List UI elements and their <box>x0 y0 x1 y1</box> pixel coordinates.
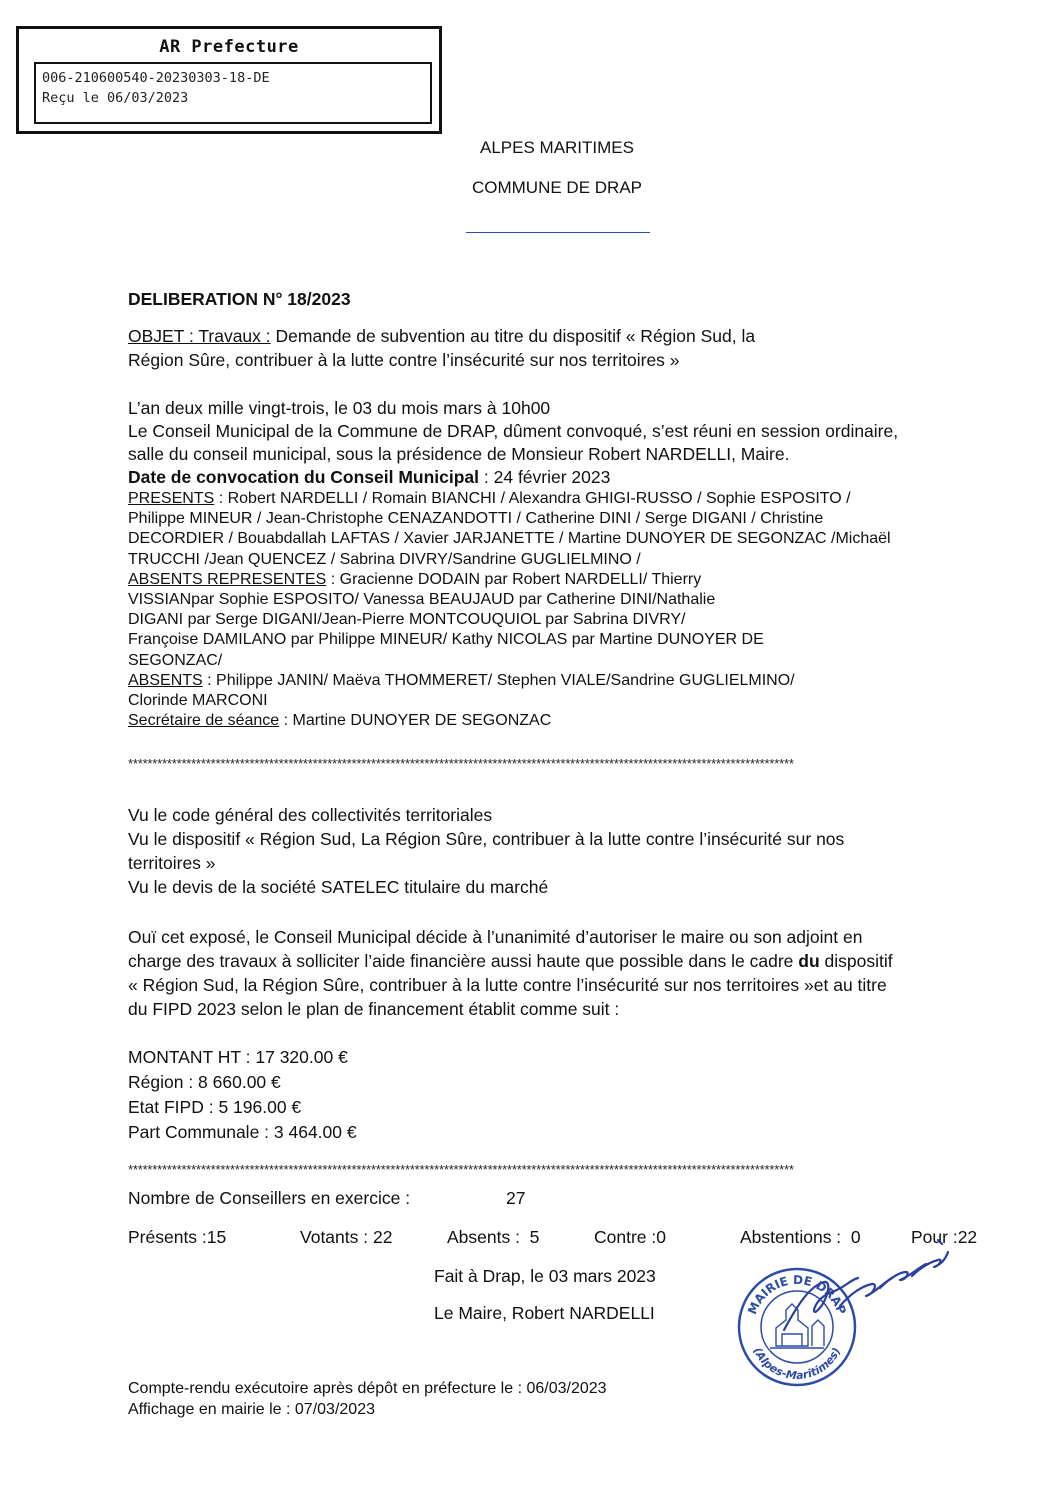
convocation-value: : 24 février 2023 <box>479 467 611 487</box>
absents-line-1: ABSENTS : Philippe JANIN/ Maëva THOMMERET/ Stephen VIALE/Sandrine GUGLIELMINO/ <box>128 671 795 689</box>
financing-region: Région : 8 660.00 € <box>128 1072 281 1092</box>
presents-label: PRESENTS <box>128 490 215 507</box>
objet-line-2: Région Sûre, contribuer à la lutte contre l’insécurité sur nos territoires » <box>128 350 680 370</box>
presents-line-1: PRESENTS : Robert NARDELLI / Romain BIANCHI / Alexandra GHIGI-RUSSO / Sophie ESPOSITO / <box>128 490 851 507</box>
decision-line-2: charge des travaux à solliciter l’aide financière aussi haute que possible dans le cadre du dispositif <box>128 951 893 971</box>
presents-line-4: TRUCCHI /Jean QUENCEZ / Sabrina DIVRY/Sandrine GUGLIELMINO / <box>128 550 641 568</box>
secretary-label: Secrétaire de séance <box>128 712 280 730</box>
presents-line-2: Philippe MINEUR / Jean-Christophe CENAZANDOTTI / Catherine DINI / Serge DIGANI / Christine <box>128 510 824 528</box>
footer-executoire: Compte-rendu exécutoire après dépôt en préfecture le : 06/03/2023 <box>128 1380 607 1397</box>
separator-stars-2: ***************************************************************************************************************************************** <box>128 1162 794 1177</box>
stamp-received-date: Reçu le 06/03/2023 <box>42 90 189 106</box>
conseillers-value: 27 <box>506 1188 526 1208</box>
objet-text-1: Demande de subvention au titre du dispositif « Région Sud, la <box>270 326 756 346</box>
signed-place-date: Fait à Drap, le 03 mars 2023 <box>434 1266 656 1286</box>
financing-etat-fipd: Etat FIPD : 5 196.00 € <box>128 1097 302 1117</box>
seal-bottom-text: (Alpes-Maritimes) <box>750 1345 844 1383</box>
stamp-reference-box <box>34 62 432 124</box>
prefecture-receipt-stamp <box>16 26 442 134</box>
presents-line-3: DECORDIER / Bouabdallah LAFTAS / Xavier JARJANETTE / Martine DUNOYER DE SEGONZAC /Michaël <box>128 530 891 548</box>
vu-line-4: Vu le devis de la société SATELEC titulaire du marché <box>128 877 549 897</box>
financing-part-communale: Part Communale : 3 464.00 € <box>128 1122 357 1142</box>
header-divider <box>466 232 650 233</box>
vu-line-3: territoires » <box>128 853 216 873</box>
vu-line-1: Vu le code général des collectivités territoriales <box>128 805 493 825</box>
objet-label: OBJET : Travaux : <box>128 326 271 346</box>
conseillers-label: Nombre de Conseillers en exercice : <box>128 1188 411 1208</box>
objet-line-1 <box>128 324 928 348</box>
session-line-2: Le Conseil Municipal de la Commune de DRAP, dûment convoqué, s’est réuni en session ordinaire, <box>128 421 899 441</box>
absents-label: ABSENTS <box>128 671 203 689</box>
decision-line-3: « Région Sud, la Région Sûre, contribuer à la lutte contre l’insécurité sur nos territoires »et au titre <box>128 975 887 995</box>
decision-line-1: Ouï cet exposé, le Conseil Municipal décide à l’unanimité d’autoriser le maire ou son adjoint en <box>128 927 863 947</box>
convocation-label: Date de convocation du Conseil Municipal <box>128 467 480 487</box>
represented-line-4: Françoise DAMILANO par Philippe MINEUR/ Kathy NICOLAS par Martine DUNOYER DE <box>128 631 764 649</box>
vote-pour: Pour :22 <box>911 1227 978 1247</box>
convocation-date <box>128 465 610 489</box>
secretary-line: Secrétaire de séance : Martine DUNOYER DE SEGONZAC <box>128 712 552 730</box>
represented-line-1: ABSENTS REPRESENTES : Gracienne DODAIN par Robert NARDELLI/ Thierry <box>128 570 702 588</box>
seal-top-text: MAIRIE DE DRAP <box>745 1272 849 1317</box>
attendance-block <box>128 489 891 731</box>
stamp-title: AR Prefecture <box>159 37 299 57</box>
session-line-3: salle du conseil municipal, sous la présidence de Monsieur Robert NARDELLI, Maire. <box>128 444 790 464</box>
vote-votants: Votants : 22 <box>300 1227 393 1247</box>
vote-absents: Absents : 5 <box>447 1227 540 1247</box>
vu-line-2: Vu le dispositif « Région Sud, La Région Sûre, contribuer à la lutte contre l’insécurité sur nos <box>128 829 845 849</box>
mayor-signatory: Le Maire, Robert NARDELLI <box>434 1303 655 1323</box>
decision-line-4: du FIPD 2023 selon le plan de financement établit comme suit : <box>128 999 620 1019</box>
represented-line-5: SEGONZAC/ <box>128 651 223 669</box>
represented-label: ABSENTS REPRESENTES <box>128 570 327 588</box>
commune-heading: COMMUNE DE DRAP <box>471 178 642 197</box>
absents-line-2: Clorinde MARCONI <box>128 692 268 710</box>
vote-contre: Contre :0 <box>594 1227 666 1247</box>
vote-abstentions: Abstentions : 0 <box>740 1227 861 1247</box>
represented-line-2: VISSIANpar Sophie ESPOSITO/ Vanessa BEAUJAUD par Catherine DINI/Nathalie <box>128 591 716 609</box>
vote-presents: Présents :15 <box>128 1227 227 1247</box>
svg-text:(Alpes-Maritimes) <box>751 1346 844 1383</box>
represented-line-3: DIGANI par Serge DIGANI/Jean-Pierre MONTCOUQUIOL par Sabrina DIVRY/ <box>128 611 686 629</box>
financing-montant-ht: MONTANT HT : 17 320.00 € <box>128 1047 348 1067</box>
mayor-signature <box>780 1234 950 1344</box>
stamp-reference: 006-210600540-20230303-18-DE <box>42 70 270 86</box>
department-heading: ALPES MARITIMES <box>480 138 634 157</box>
session-date: L’an deux mille vingt-trois, le 03 du mois mars à 10h00 <box>128 398 551 418</box>
footer-affichage: Affichage en mairie le : 07/03/2023 <box>128 1401 375 1418</box>
separator-stars-1: ***************************************************************************************************************************************** <box>128 756 794 771</box>
deliberation-number: DELIBERATION N° 18/2023 <box>128 289 351 309</box>
